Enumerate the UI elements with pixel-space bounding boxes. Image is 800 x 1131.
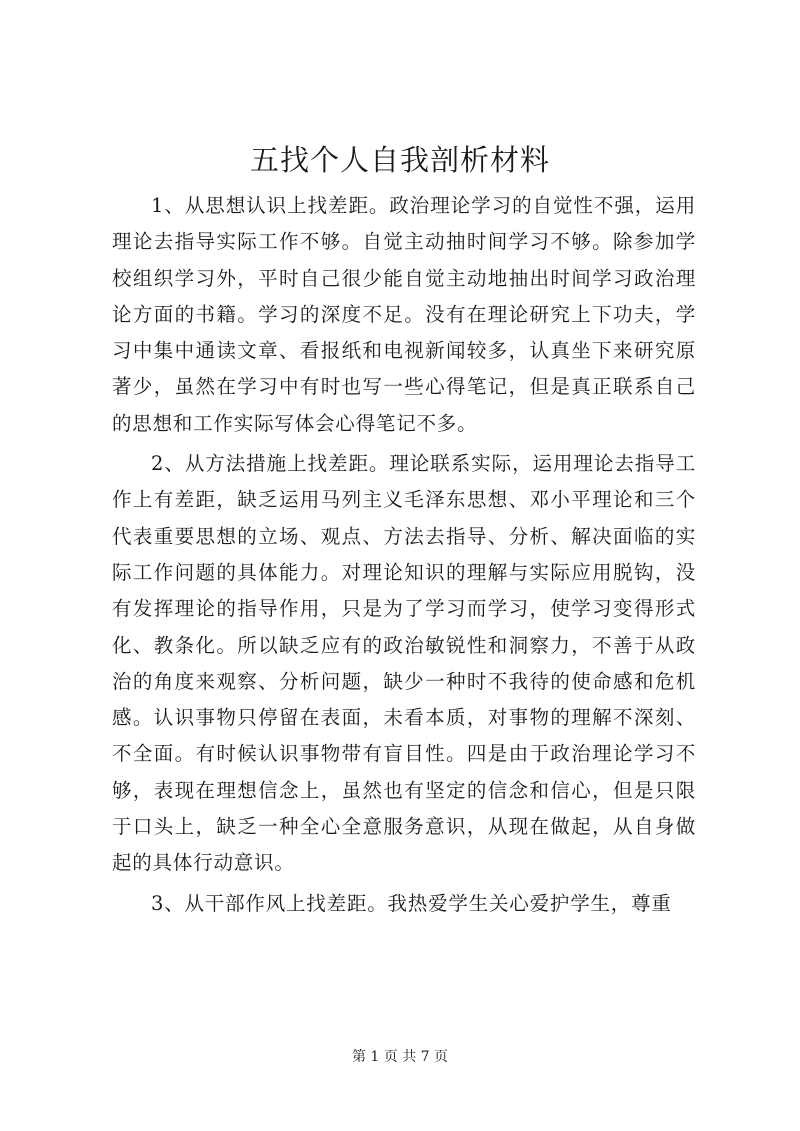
document-body [112,188,696,926]
paragraph-3: 3、从干部作风上找差距。我热爱学生关心爱护学生，尊重 [151,891,672,915]
paragraph-1: 1、从思想认识上找差距。政治理论学习的自觉性不强，运用理论去指导实际工作不够。自觉主动抽时间学习不够。除参加学校组织学习外，平时自己很少能自觉主动地抽出时间学习政治理论方面的书籍。学习的深度不足。没有在理论研究上下功夫，学习中集中通读文章、看报纸和电视新闻较多，认真坐下来研究原著少，虽然在学习中有时也写一些心得笔记，但是真正联系自己的思想和工作实际写体会心得笔记不多。 [112,194,696,435]
document-title: 五找个人自我剖析材料 [249,143,550,177]
paragraph-2: 2、从方法措施上找差距。理论联系实际，运用理论去指导工作上有差距，缺乏运用马列主义毛泽东思想、邓小平理论和三个代表重要思想的立场、观点、方法去指导、分析、解决面临的实际工作问题的具体能力。对理论知识的理解与实际应用脱钩，没有发挥理论的指导作用，只是为了学习而学习，使学习变得形式化、教条化。所以缺乏应有的政治敏锐性和洞察力，不善于从政治的角度来观察、分析问题，缺少一种时不我待的使命感和危机感。认识事物只停留在表面，未看本质，对事物的理解不深刻、不全面。有时候认识事物带有盲目性。四是由于政治理论学习不够，表现在理想信念上，虽然也有坚定的信念和信心，但是只限于口头上，缺乏一种全心全意服务意识，从现在做起，从自身做起的具体行动意识。 [112,452,696,875]
page-number-footer: 第 1 页 共 7 页 [351,1049,449,1065]
